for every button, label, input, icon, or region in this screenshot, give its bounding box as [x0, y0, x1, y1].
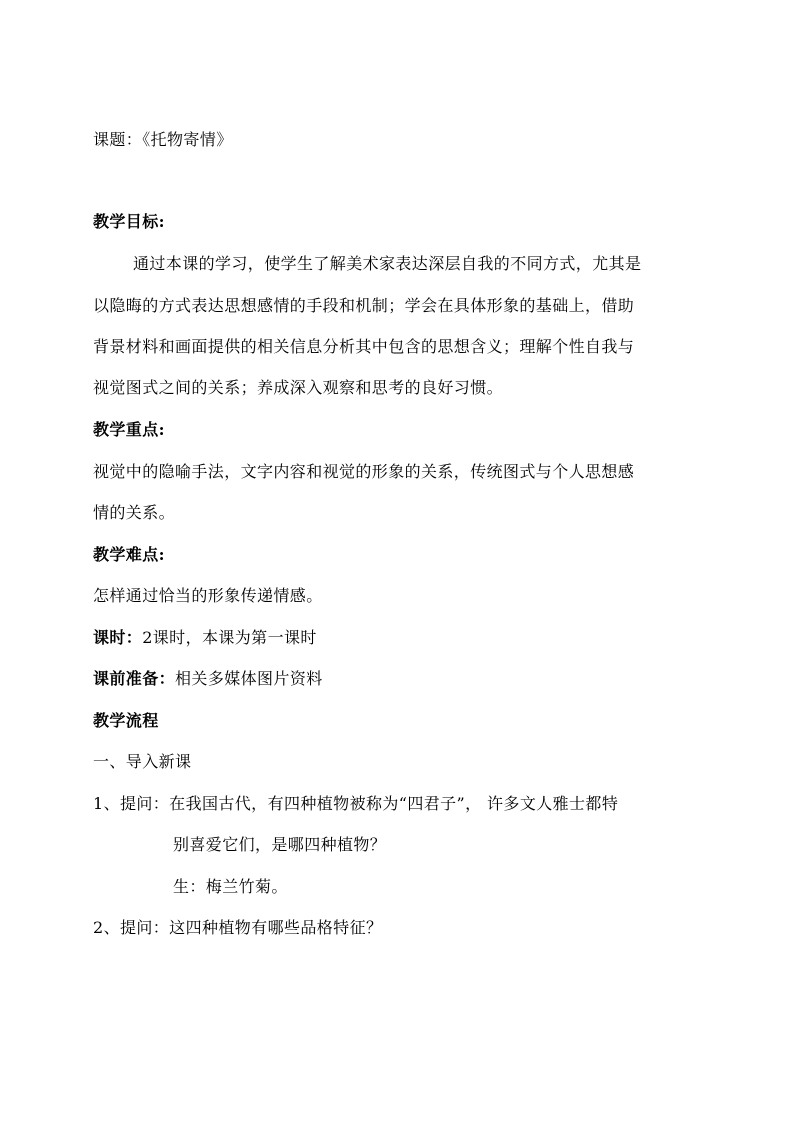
objectives-heading: 教学目标: [93, 212, 165, 231]
difficulties-line-1: 怎样通过恰当的形象传递情感。 [93, 586, 323, 605]
process-heading: 教学流程 [93, 711, 159, 730]
lesson-title [93, 129, 233, 151]
preparation [93, 668, 323, 690]
objectives-line-1: 通过本课的学习，使学生了解美术家表达深层自我的不同方式，尤其是 [133, 254, 642, 273]
lesson-title-label: 课题： [93, 130, 143, 149]
section-intro: 一、导入新课 [93, 752, 192, 771]
preparation-value: 相关多媒体图片资料 [175, 669, 323, 688]
question-1-line-1: 1、提问：在我国古代，有四种植物被称为“四君子”， 许多文人雅士都特 [93, 794, 619, 813]
class-hours-label: 课时： [93, 628, 143, 647]
difficulties-heading: 教学难点: [93, 545, 165, 564]
question-1-line-2: 别喜爱它们，是哪四种植物？ [173, 835, 387, 854]
objectives-line-4: 视觉图式之间的关系；养成深入观察和思考的良好习惯。 [93, 378, 504, 397]
objectives-line-2: 以隐晦的方式表达思想感情的手段和机制；学会在具体形象的基础上，借助 [93, 296, 635, 315]
preparation-label: 课前准备： [93, 669, 176, 688]
key-points-line-2: 情的关系。 [93, 503, 176, 522]
class-hours-value: 2课时，本课为第一课时 [142, 628, 317, 647]
lesson-title-value: 《托物寄情》 [142, 130, 233, 149]
class-hours [93, 627, 317, 649]
question-2: 2、提问：这四种植物有哪些品格特征？ [93, 918, 383, 937]
key-points-line-1: 视觉中的隐喻手法，文字内容和视觉的形象的关系，传统图式与个人思想感 [93, 462, 635, 481]
answer-1: 生：梅兰竹菊。 [173, 877, 288, 896]
objectives-line-3: 背景材料和画面提供的相关信息分析其中包含的思想含义；理解个性自我与 [93, 337, 635, 356]
key-points-heading: 教学重点: [93, 420, 165, 439]
